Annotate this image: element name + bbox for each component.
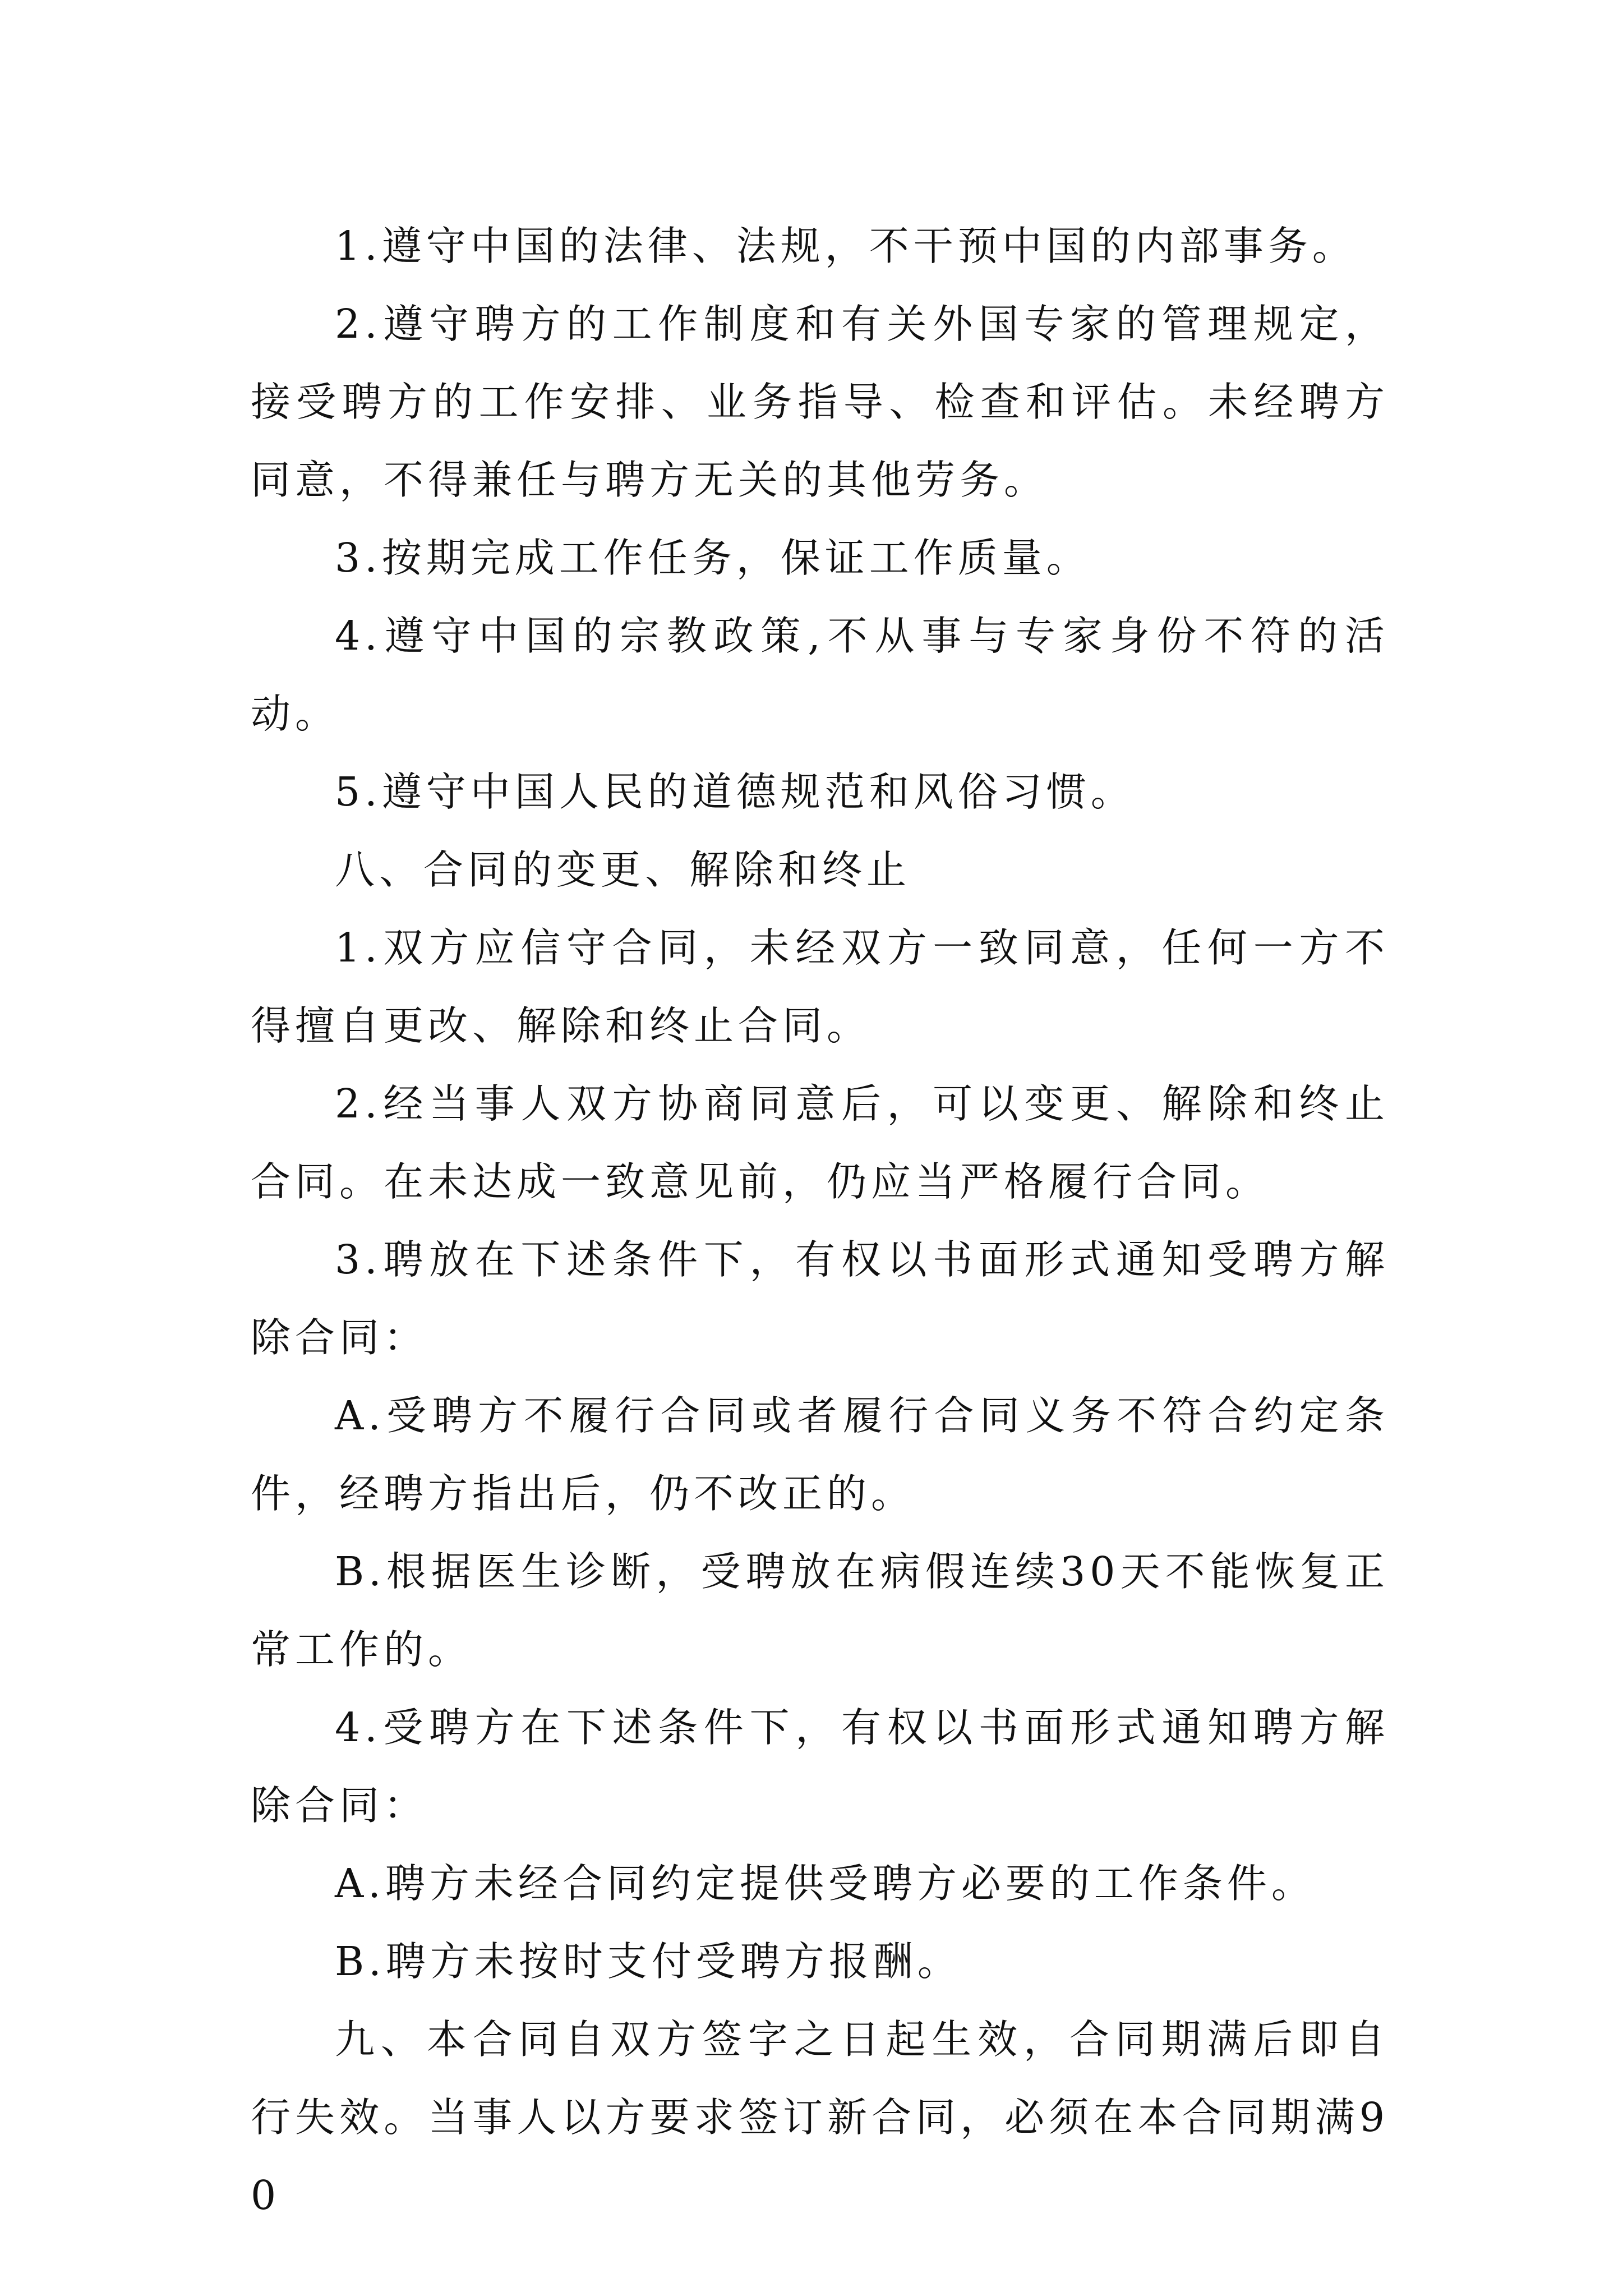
paragraph-change-4: 4.受聘方在下述条件下，有权以书面形式通知聘方解除合同：: [251, 1704, 1389, 1829]
paragraph-change-3a: A.受聘方不履行合同或者履行合同义务不符合约定条件，经聘方指出后，仍不改正的。: [251, 1392, 1389, 1517]
paragraph-obligation-2: 2.遵守聘方的工作制度和有关外国专家的管理规定，接受聘方的工作安排、业务指导、检查和评估。未经聘方同意，不得兼任与聘方无关的其他劳务。: [251, 301, 1389, 503]
section-heading-8: 八、合同的变更、解除和终止: [335, 846, 911, 893]
paragraph-change-4b: B.聘方未按时支付受聘方报酬。: [335, 1938, 962, 1985]
paragraph-obligation-4: 4.遵守中国的宗教政策,不从事与专家身份不符的活动。: [251, 613, 1389, 737]
paragraph-change-2: 2.经当事人双方协商同意后，可以变更、解除和终止合同。在未达成一致意见前，仍应当严格履行合同。: [251, 1080, 1389, 1205]
section-heading-9: 九、本合同自双方签字之日起生效，合同期满后即自行失效。当事人以方要求签订新合同，必须在本合同期满90: [251, 2016, 1389, 2219]
paragraph-change-1: 1.双方应信守合同，未经双方一致同意，任何一方不得擅自更改、解除和终止合同。: [251, 924, 1389, 1049]
paragraph-change-4a: A.聘方未经合同约定提供受聘方必要的工作条件。: [335, 1860, 1316, 1907]
paragraph-change-3b: B.根据医生诊断，受聘放在病假连续30天不能恢复正常工作的。: [251, 1548, 1389, 1673]
paragraph-change-3: 3.聘放在下述条件下，有权以书面形式通知受聘方解除合同：: [251, 1236, 1389, 1361]
document-body: [251, 207, 1389, 2234]
paragraph-obligation-3: 3.按期完成工作任务，保证工作质量。: [335, 535, 1091, 581]
paragraph-obligation-1: 1.遵守中国的法律、法规，不干预中国的内部事务。: [335, 223, 1357, 269]
paragraph-obligation-5: 5.遵守中国人民的道德规范和风俗习惯。: [335, 769, 1135, 815]
